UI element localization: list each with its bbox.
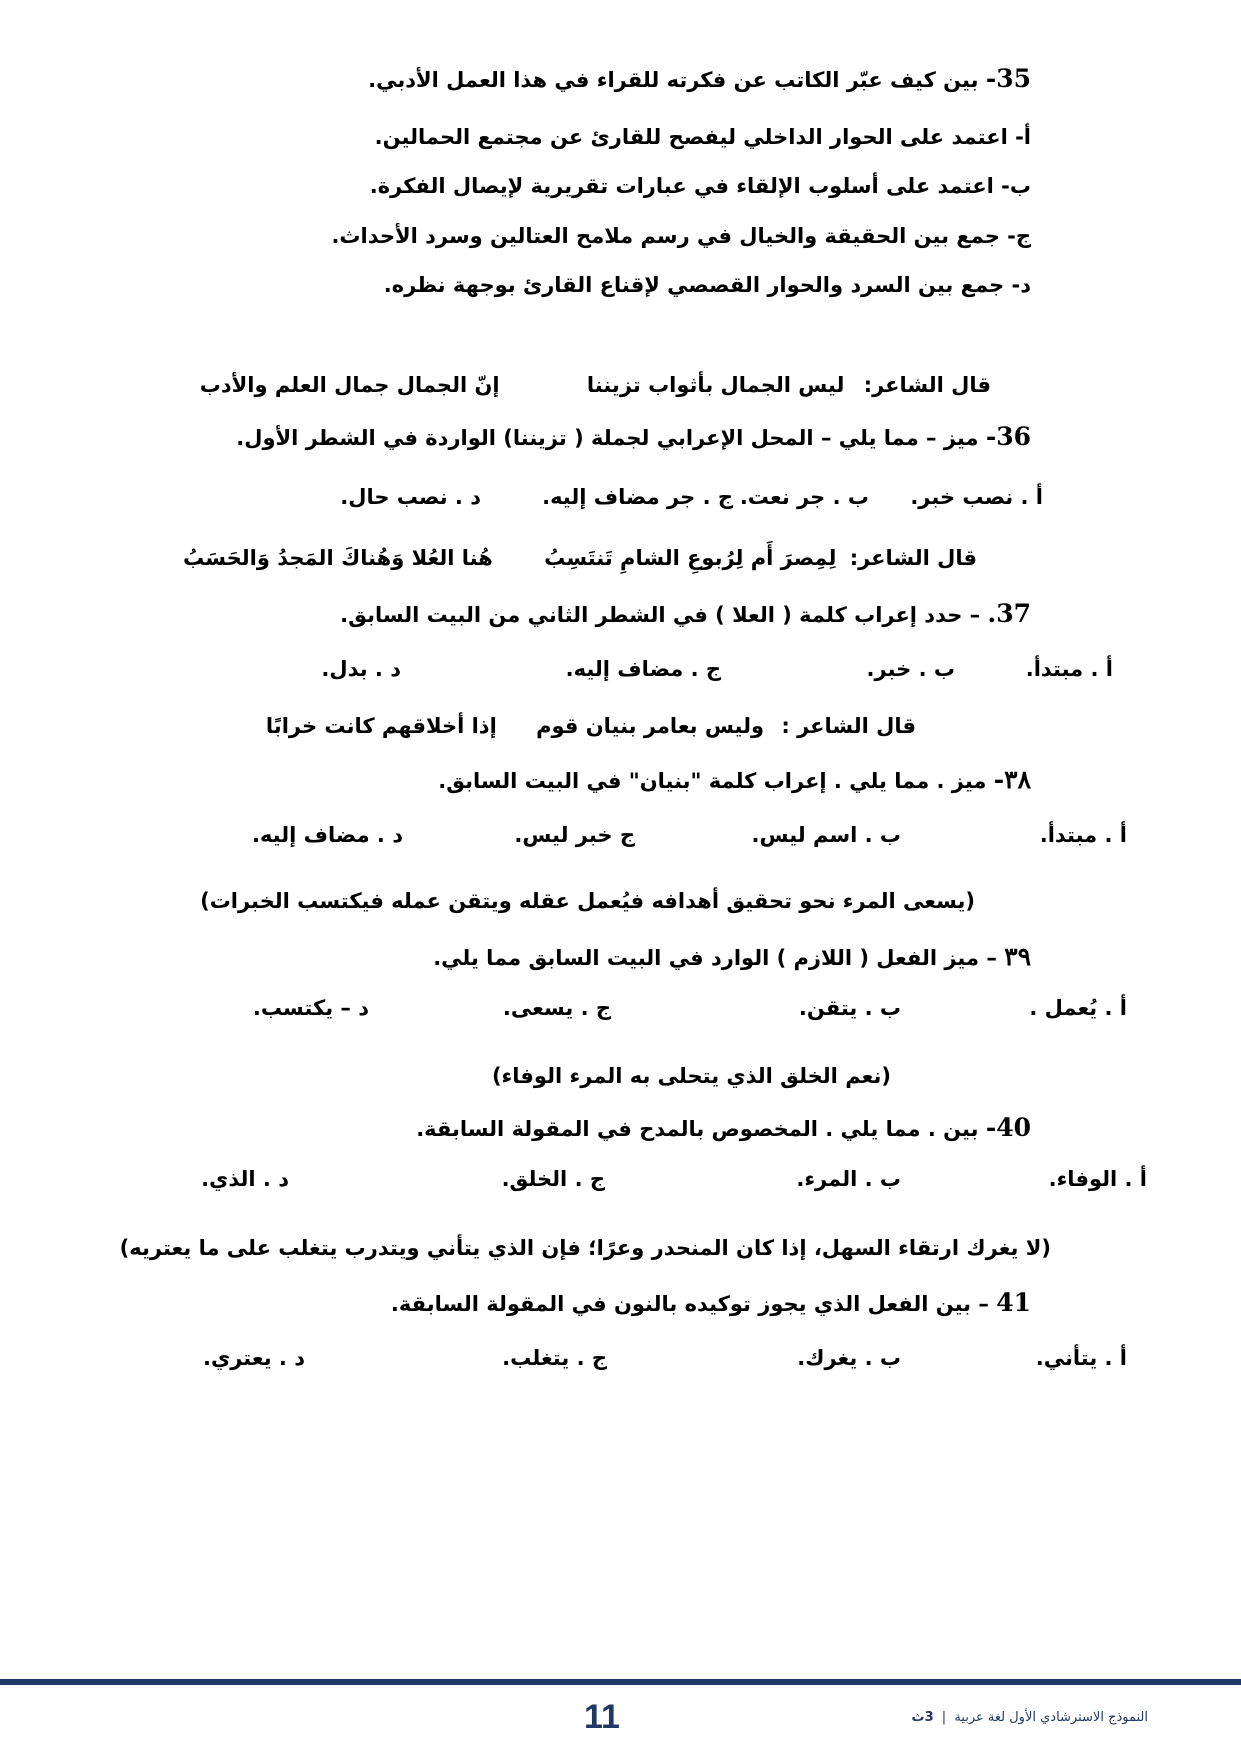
question-text: – بين الفعل الذي يجوز توكيده بالنون في المقولة السابقة.: [390, 1292, 989, 1316]
option-b: ب . يغرك.: [797, 1346, 901, 1370]
question-39: [433, 942, 1031, 973]
quote-39: (يسعى المرء نحو تحقيق أهدافه فيُعمل عقله ويتقن عمله فيكتسب الخبرات): [200, 889, 975, 913]
option-c: ج . يسعى.: [502, 996, 611, 1020]
footer-grade: 3ث: [911, 1710, 934, 1725]
footer-title: النموذج الاسترشادي الأول لغة عربية: [954, 1710, 1148, 1725]
question-number: 40-: [985, 1113, 1031, 1142]
verse-second-hemistich: إذا أخلاقهم كانت خرابًا: [265, 714, 497, 738]
option-b: ب . يتقن.: [798, 996, 901, 1020]
verse-second-hemistich: إنّ الجمال جمال العلم والأدب: [199, 373, 500, 397]
question-number: 41: [996, 1288, 1031, 1317]
option-c: ج خبر ليس.: [514, 823, 635, 847]
question-number: 35-: [985, 64, 1031, 93]
option-a: أ . يتأني.: [1035, 1346, 1127, 1370]
verse-intro: قال الشاعر:: [863, 373, 991, 397]
verse-intro: قال الشاعر:: [849, 546, 977, 570]
option-c: ج . جر مضاف إليه.: [542, 485, 733, 509]
question-36: [236, 422, 1031, 453]
question-number: 36-: [985, 422, 1031, 451]
question-35: [368, 64, 1031, 95]
option-d: د . نصب حال.: [340, 485, 481, 509]
option-a: أ . مبتدأ.: [1039, 823, 1127, 847]
option-c: ج . مضاف إليه.: [565, 657, 721, 681]
option-d: د . مضاف إليه.: [251, 823, 403, 847]
question-number: ٣٩: [1004, 942, 1031, 971]
option-d: د- جمع بين السرد والحوار القصصي لإقناع القارئ بوجهة نظره.: [383, 273, 1031, 297]
footer-separator: |: [941, 1710, 947, 1725]
page-number: 11: [584, 1698, 620, 1736]
question-text: ميز . مما يلي . إعراب كلمة "بنيان" في البيت السابق.: [438, 769, 987, 793]
footer-rule: [0, 1679, 1241, 1685]
option-b: ب . خبر.: [866, 657, 955, 681]
option-d: د . بدل.: [321, 657, 401, 681]
question-text: بين . مما يلي . المخصوص بالمدح في المقولة السابقة.: [416, 1117, 979, 1141]
verse-36: [200, 370, 991, 400]
verse-first-hemistich: وليس بعامر بنيان قوم: [536, 714, 765, 738]
option-b: ب- اعتمد على أسلوب الإلقاء في عبارات تقريرية لإيصال الفكرة.: [369, 174, 1031, 198]
footer-label: [912, 1710, 1148, 1725]
verse-second-hemistich: هُنا العُلا وَهُناكَ المَجدُ وَالحَسَبُ: [183, 546, 493, 570]
quote-41: (لا يغرك ارتقاء السهل، إذا كان المنحدر وعرًا؛ فإن الذي يتأني ويتدرب يتغلب على ما يعتريه): [119, 1236, 1051, 1260]
verse-38: [266, 711, 916, 741]
verse-37: [183, 543, 977, 573]
question-41: [391, 1288, 1031, 1319]
option-d: د . الذي.: [201, 1167, 289, 1191]
option-c: ج . الخلق.: [501, 1167, 605, 1191]
option-d: د . يعتري.: [203, 1346, 305, 1370]
question-37: [340, 599, 1031, 630]
option-c: ج- جمع بين الحقيقة والخيال في رسم ملامح العتالين وسرد الأحداث.: [331, 224, 1031, 248]
question-number: 37.: [987, 599, 1031, 628]
question-text: – حدد إعراب كلمة ( العلا ) في الشطر الثاني من البيت السابق.: [340, 603, 981, 627]
question-number: ٣٨-: [993, 765, 1031, 794]
option-a: أ . نصب خبر.: [910, 485, 1043, 509]
option-c: ج . يتغلب.: [502, 1346, 607, 1370]
option-a: أ . يُعمل .: [1029, 996, 1127, 1020]
option-b: ب . المرء.: [796, 1167, 901, 1191]
option-b: ب . اسم ليس.: [751, 823, 901, 847]
option-b: ب . جر نعت.: [739, 485, 869, 509]
option-a: أ . مبتدأ.: [1025, 657, 1113, 681]
question-text: ميز – مما يلي – المحل الإعرابي لجملة ( تزيننا) الواردة في الشطر الأول.: [236, 426, 979, 450]
question-38: [438, 765, 1031, 796]
question-text: بين كيف عبّر الكاتب عن فكرته للقراء في هذا العمل الأدبي.: [368, 68, 979, 92]
option-a: أ . الوفاء.: [1048, 1167, 1147, 1191]
verse-first-hemistich: لِمِصرَ أَم لِرُبوعِ الشامِ تَنتَسِبُ: [544, 546, 837, 570]
option-a: أ- اعتمد على الحوار الداخلي ليفصح للقارئ عن مجتمع الحمالين.: [374, 125, 1031, 149]
question-40: [416, 1113, 1031, 1144]
quote-40: (نعم الخلق الذي يتحلى به المرء الوفاء): [491, 1064, 891, 1088]
verse-intro: قال الشاعر :: [781, 714, 916, 738]
option-d: د – يكتسب.: [252, 996, 369, 1020]
question-text: – ميز الفعل ( اللازم ) الوارد في البيت السابق مما يلي.: [433, 946, 997, 970]
verse-first-hemistich: ليس الجمال بأثواب تزيننا: [586, 373, 845, 397]
